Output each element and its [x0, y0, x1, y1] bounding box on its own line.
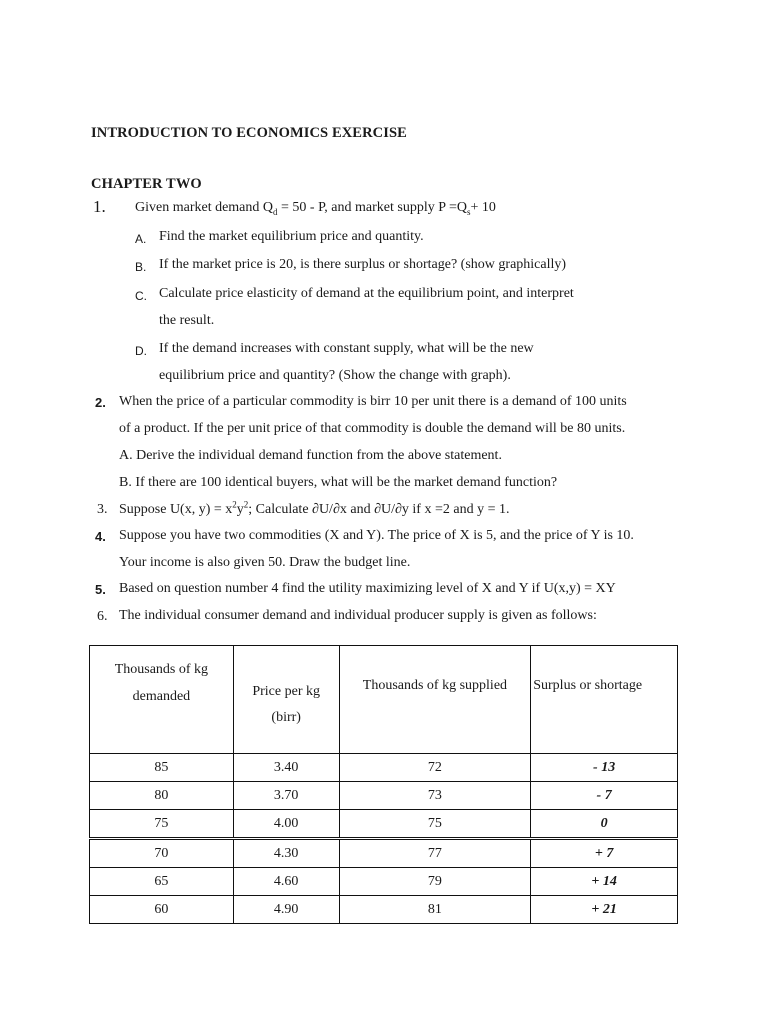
- q1-part-c-letter: C.: [135, 289, 147, 303]
- q2-part-a: A. Derive the individual demand function from the above statement.: [119, 448, 502, 463]
- demand-supply-table: [89, 645, 678, 924]
- cell-demanded: 80: [90, 782, 234, 810]
- cell-price: 4.90: [233, 896, 339, 924]
- cell-supplied: 73: [339, 782, 531, 810]
- q1-part-a-text: Find the market equilibrium price and quantity.: [159, 229, 424, 244]
- cell-price: 4.60: [233, 868, 339, 896]
- q1-text: Given market demand $Q_d = 50 - P$, and market supply $P =Q_s+ 10$: [135, 200, 496, 217]
- q3-number: 3.: [97, 502, 108, 517]
- cell-surplus: + 21: [531, 896, 678, 924]
- q5-number: 5.: [95, 582, 106, 597]
- table-row: [90, 839, 678, 868]
- cell-supplied: 75: [339, 810, 531, 839]
- cell-surplus: - 13: [531, 754, 678, 782]
- q1-part-b-text: If the market price is 20, is there surplus or shortage? (show graphically): [159, 257, 567, 272]
- cell-price: 4.00: [233, 810, 339, 839]
- q1-part-b-letter: B.: [135, 260, 147, 274]
- table-row: [90, 754, 678, 782]
- cell-surplus: + 14: [531, 868, 678, 896]
- cell-demanded: 65: [90, 868, 234, 896]
- q2-number: 2.: [95, 395, 106, 410]
- cell-demanded: 70: [90, 839, 234, 868]
- table-row: [90, 896, 678, 924]
- cell-price: 4.30: [233, 839, 339, 868]
- cell-surplus: - 7: [531, 782, 678, 810]
- q2-line1: When the price of a particular commodity is birr 10 per unit there is a demand of 100 units: [119, 394, 627, 409]
- cell-price: 3.40: [233, 754, 339, 782]
- header-quantity-supplied: Thousands of kg supplied: [339, 646, 531, 754]
- table-header-row: [90, 646, 678, 754]
- q1-part-d-letter: D.: [135, 344, 147, 358]
- q1-part-a-letter: A.: [135, 232, 147, 246]
- q6-number: 6.: [97, 609, 108, 624]
- header-surplus-shortage: Surplus or shortage: [531, 646, 678, 754]
- cell-supplied: 81: [339, 896, 531, 924]
- cell-surplus: + 7: [531, 839, 678, 868]
- q4-line1: Suppose you have two commodities (X and Y). The price of X is 5, and the price of Y is 10.: [119, 528, 634, 543]
- cell-supplied: 79: [339, 868, 531, 896]
- table-row: [90, 782, 678, 810]
- q1-number: 1.: [93, 197, 106, 216]
- q2-line2: of a product. If the per unit price of that commodity is double the demand will be 80 units.: [119, 421, 626, 436]
- cell-surplus: 0: [531, 810, 678, 839]
- cell-supplied: 77: [339, 839, 531, 868]
- chapter-heading: CHAPTER TWO: [91, 176, 202, 192]
- q1-part-d-text-cont: equilibrium price and quantity? (Show the change with graph).: [159, 368, 511, 383]
- q1-part-d-text: If the demand increases with constant supply, what will be the new: [159, 341, 534, 356]
- table-row: [90, 810, 678, 839]
- q2-part-b: B. If there are 100 identical buyers, what will be the market demand function?: [119, 475, 558, 490]
- cell-price: 3.70: [233, 782, 339, 810]
- document-title: INTRODUCTION TO ECONOMICS EXERCISE: [91, 125, 407, 141]
- table-row: [90, 868, 678, 896]
- cell-demanded: 75: [90, 810, 234, 839]
- q4-line2: Your income is also given 50. Draw the budget line.: [119, 555, 411, 570]
- q3-text: Suppose U(x, $y) = x^2y^2$; Calculate ∂U/∂x and ∂U/∂y if x =2 and y = 1.: [119, 499, 510, 517]
- q5-text: Based on question number 4 find the utility maximizing level of X and Y if U(x,y) = XY: [119, 581, 616, 596]
- q1-part-c-text: Calculate price elasticity of demand at the equilibrium point, and interpret: [159, 286, 574, 301]
- q4-number: 4.: [95, 529, 106, 544]
- q1-part-c-text-cont: the result.: [159, 313, 215, 328]
- cell-demanded: 60: [90, 896, 234, 924]
- cell-demanded: 85: [90, 754, 234, 782]
- header-quantity-demanded: Thousands of kg demanded: [90, 646, 234, 754]
- q6-text: The individual consumer demand and individual producer supply is given as follows:: [119, 608, 597, 623]
- cell-supplied: 72: [339, 754, 531, 782]
- header-price: Price per kg (birr): [233, 646, 339, 754]
